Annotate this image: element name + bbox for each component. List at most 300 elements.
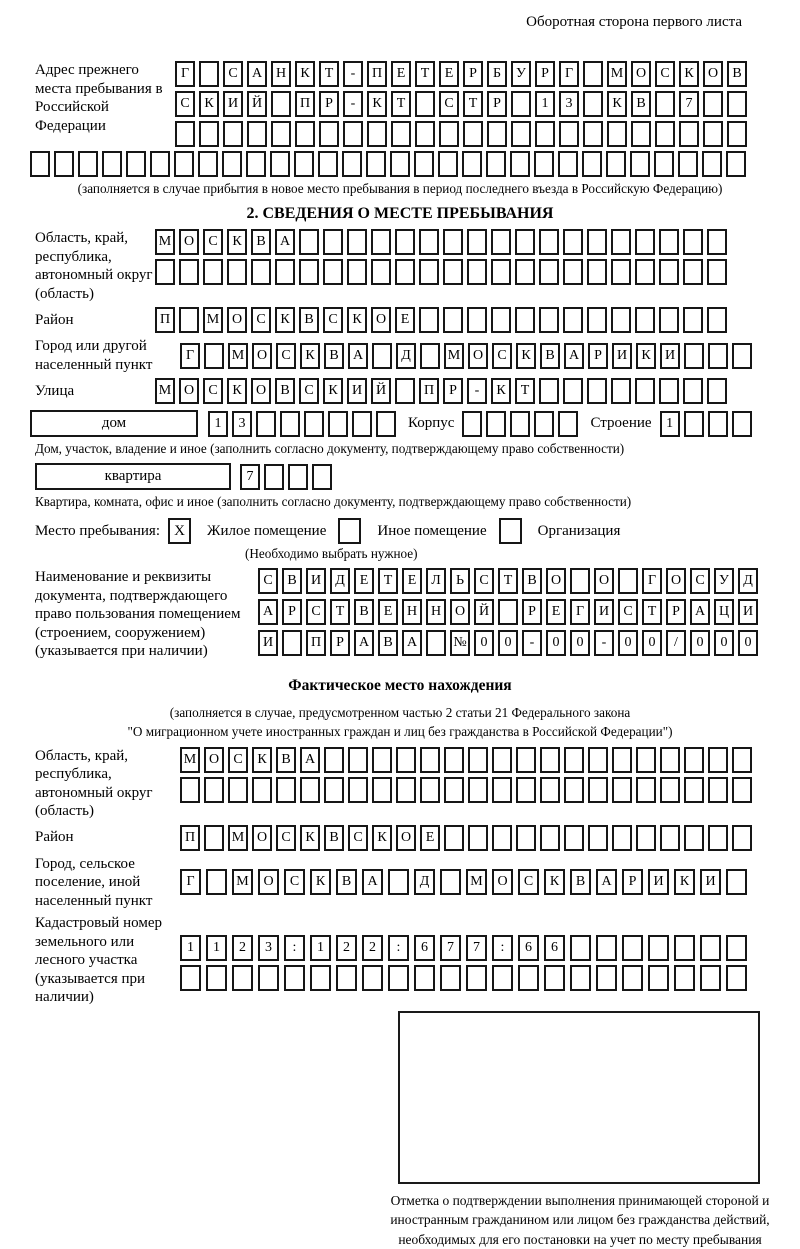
char-box[interactable] [304,411,324,437]
char-box[interactable] [563,307,583,333]
char-box[interactable] [684,825,704,851]
char-box[interactable] [707,378,727,404]
char-box[interactable] [415,121,435,147]
char-box[interactable]: Е [420,825,440,851]
char-box[interactable] [707,259,727,285]
char-box[interactable] [539,259,559,285]
char-box[interactable] [732,825,752,851]
char-box[interactable] [635,307,655,333]
char-box[interactable] [179,259,199,285]
char-box[interactable] [684,411,704,437]
char-box[interactable]: В [540,343,560,369]
char-box[interactable] [468,747,488,773]
char-box[interactable]: В [570,869,591,895]
char-box[interactable] [596,965,617,991]
char-box[interactable]: 1 [660,411,680,437]
char-box[interactable] [659,259,679,285]
char-box[interactable]: Т [642,599,662,625]
char-box[interactable]: К [607,91,627,117]
char-box[interactable]: М [444,343,464,369]
dom-box[interactable]: дом [30,410,198,437]
char-box[interactable] [660,747,680,773]
char-box[interactable] [558,411,578,437]
char-box[interactable] [396,747,416,773]
char-box[interactable] [678,151,698,177]
char-box[interactable] [420,343,440,369]
checkbox-organizaciya[interactable] [499,518,522,544]
char-box[interactable]: : [284,935,305,961]
char-box[interactable] [708,343,728,369]
char-box[interactable] [732,747,752,773]
char-box[interactable]: Г [570,599,590,625]
char-box[interactable] [700,935,721,961]
char-box[interactable] [727,121,747,147]
char-box[interactable] [462,151,482,177]
char-box[interactable] [295,121,315,147]
char-box[interactable] [515,229,535,255]
char-box[interactable] [558,151,578,177]
char-box[interactable]: 1 [310,935,331,961]
char-box[interactable]: В [336,869,357,895]
char-box[interactable]: 0 [618,630,638,656]
char-box[interactable] [102,151,122,177]
char-box[interactable] [516,747,536,773]
char-box[interactable]: 0 [546,630,566,656]
char-box[interactable] [559,121,579,147]
char-box[interactable] [486,411,506,437]
char-box[interactable] [366,151,386,177]
char-box[interactable]: 0 [738,630,758,656]
char-box[interactable] [328,411,348,437]
char-box[interactable]: С [203,378,223,404]
char-box[interactable]: С [223,61,243,87]
char-box[interactable]: О [179,229,199,255]
char-box[interactable]: К [227,229,247,255]
char-box[interactable]: О [492,869,513,895]
char-box[interactable] [635,259,655,285]
char-box[interactable] [372,343,392,369]
char-box[interactable] [588,747,608,773]
char-box[interactable]: С [492,343,512,369]
char-box[interactable]: 3 [258,935,279,961]
char-box[interactable]: С [228,747,248,773]
char-box[interactable] [391,121,411,147]
char-box[interactable] [256,411,276,437]
char-box[interactable]: Г [180,343,200,369]
char-box[interactable]: 1 [208,411,228,437]
char-box[interactable] [684,777,704,803]
char-box[interactable] [570,568,590,594]
char-box[interactable] [270,151,290,177]
char-box[interactable] [683,259,703,285]
char-box[interactable]: К [372,825,392,851]
char-box[interactable]: С [251,307,271,333]
char-box[interactable] [635,229,655,255]
char-box[interactable]: П [367,61,387,87]
char-box[interactable] [246,151,266,177]
char-box[interactable] [648,965,669,991]
char-box[interactable]: Е [378,599,398,625]
char-box[interactable]: Т [415,61,435,87]
char-box[interactable]: В [522,568,542,594]
char-box[interactable]: В [631,91,651,117]
char-box[interactable] [180,965,201,991]
char-box[interactable] [443,259,463,285]
char-box[interactable] [352,411,372,437]
char-box[interactable] [347,229,367,255]
char-box[interactable] [468,825,488,851]
char-box[interactable] [275,259,295,285]
char-box[interactable] [582,151,602,177]
char-box[interactable]: И [612,343,632,369]
char-box[interactable]: / [666,630,686,656]
char-box[interactable] [390,151,410,177]
char-box[interactable]: Т [498,568,518,594]
char-box[interactable]: Н [271,61,291,87]
char-box[interactable]: О [204,747,224,773]
char-box[interactable]: М [228,343,248,369]
char-box[interactable] [54,151,74,177]
char-box[interactable]: П [155,307,175,333]
char-box[interactable] [247,121,267,147]
char-box[interactable] [655,121,675,147]
char-box[interactable] [492,777,512,803]
char-box[interactable]: В [251,229,271,255]
char-box[interactable] [622,935,643,961]
char-box[interactable]: Т [378,568,398,594]
char-box[interactable] [683,229,703,255]
char-box[interactable] [294,151,314,177]
char-box[interactable]: Р [443,378,463,404]
char-box[interactable] [564,825,584,851]
char-box[interactable]: К [674,869,695,895]
char-box[interactable]: О [179,378,199,404]
char-box[interactable]: Р [535,61,555,87]
char-box[interactable]: А [275,229,295,255]
char-box[interactable] [654,151,674,177]
char-box[interactable] [444,777,464,803]
char-box[interactable] [419,307,439,333]
char-box[interactable]: Т [515,378,535,404]
char-box[interactable]: 0 [642,630,662,656]
char-box[interactable]: 0 [570,630,590,656]
char-box[interactable] [284,965,305,991]
char-box[interactable] [443,307,463,333]
char-box[interactable]: 2 [336,935,357,961]
char-box[interactable] [583,91,603,117]
char-box[interactable] [300,777,320,803]
char-box[interactable] [515,259,535,285]
char-box[interactable] [540,777,560,803]
char-box[interactable]: И [594,599,614,625]
char-box[interactable]: Р [622,869,643,895]
kvartira-box[interactable]: квартира [35,463,231,490]
char-box[interactable]: К [227,378,247,404]
char-box[interactable] [348,777,368,803]
char-box[interactable] [539,229,559,255]
char-box[interactable] [347,259,367,285]
char-box[interactable] [563,378,583,404]
char-box[interactable] [606,151,626,177]
char-box[interactable]: В [282,568,302,594]
char-box[interactable] [232,965,253,991]
char-box[interactable] [583,121,603,147]
char-box[interactable]: М [228,825,248,851]
char-box[interactable]: Р [463,61,483,87]
char-box[interactable] [175,121,195,147]
char-box[interactable]: Т [330,599,350,625]
char-box[interactable]: О [396,825,416,851]
char-box[interactable] [323,259,343,285]
char-box[interactable]: О [468,343,488,369]
char-box[interactable]: А [354,630,374,656]
char-box[interactable]: С [618,599,638,625]
char-box[interactable] [648,935,669,961]
char-box[interactable] [180,777,200,803]
char-box[interactable] [319,121,339,147]
char-box[interactable]: В [275,378,295,404]
char-box[interactable] [570,965,591,991]
char-box[interactable]: С [276,343,296,369]
char-box[interactable] [414,151,434,177]
char-box[interactable] [707,307,727,333]
char-box[interactable]: В [727,61,747,87]
char-box[interactable] [426,630,446,656]
char-box[interactable] [630,151,650,177]
char-box[interactable]: 7 [440,935,461,961]
char-box[interactable] [276,777,296,803]
char-box[interactable]: Г [642,568,662,594]
char-box[interactable] [534,151,554,177]
char-box[interactable]: Р [487,91,507,117]
char-box[interactable] [396,777,416,803]
char-box[interactable] [376,411,396,437]
char-box[interactable] [659,378,679,404]
char-box[interactable] [635,378,655,404]
char-box[interactable]: Ь [450,568,470,594]
char-box[interactable]: И [223,91,243,117]
char-box[interactable]: Р [319,91,339,117]
char-box[interactable] [515,307,535,333]
char-box[interactable]: 6 [414,935,435,961]
char-box[interactable] [204,777,224,803]
char-box[interactable] [206,965,227,991]
char-box[interactable] [660,825,680,851]
char-box[interactable]: К [347,307,367,333]
char-box[interactable]: К [544,869,565,895]
char-box[interactable]: 7 [466,935,487,961]
char-box[interactable] [126,151,146,177]
char-box[interactable] [467,229,487,255]
char-box[interactable] [367,121,387,147]
char-box[interactable] [622,965,643,991]
char-box[interactable]: О [703,61,723,87]
char-box[interactable] [510,411,530,437]
char-box[interactable] [372,747,392,773]
char-box[interactable] [419,259,439,285]
char-box[interactable]: М [155,378,175,404]
char-box[interactable] [563,229,583,255]
char-box[interactable] [486,151,506,177]
char-box[interactable] [518,965,539,991]
char-box[interactable]: В [299,307,319,333]
char-box[interactable]: Р [666,599,686,625]
char-box[interactable]: А [362,869,383,895]
char-box[interactable] [388,869,409,895]
char-box[interactable]: И [648,869,669,895]
char-box[interactable] [612,825,632,851]
char-box[interactable] [564,777,584,803]
char-box[interactable]: О [258,869,279,895]
char-box[interactable]: А [596,869,617,895]
char-box[interactable]: 0 [498,630,518,656]
char-box[interactable] [596,935,617,961]
char-box[interactable] [726,965,747,991]
char-box[interactable]: О [251,378,271,404]
char-box[interactable] [150,151,170,177]
char-box[interactable]: В [324,343,344,369]
char-box[interactable] [492,747,512,773]
char-box[interactable]: А [564,343,584,369]
char-box[interactable] [655,91,675,117]
char-box[interactable]: С [276,825,296,851]
char-box[interactable] [587,229,607,255]
char-box[interactable]: 3 [232,411,252,437]
char-box[interactable] [318,151,338,177]
char-box[interactable]: 1 [180,935,201,961]
char-box[interactable] [223,121,243,147]
char-box[interactable] [674,935,695,961]
char-box[interactable]: Л [426,568,446,594]
char-box[interactable] [492,825,512,851]
char-box[interactable]: К [199,91,219,117]
char-box[interactable]: Е [354,568,374,594]
char-box[interactable]: Т [463,91,483,117]
char-box[interactable]: И [306,568,326,594]
char-box[interactable]: Й [247,91,267,117]
char-box[interactable]: - [467,378,487,404]
char-box[interactable]: Е [391,61,411,87]
char-box[interactable] [544,965,565,991]
char-box[interactable] [444,747,464,773]
char-box[interactable]: И [660,343,680,369]
char-box[interactable] [462,411,482,437]
char-box[interactable]: - [522,630,542,656]
char-box[interactable]: Т [391,91,411,117]
char-box[interactable] [611,259,631,285]
char-box[interactable] [419,229,439,255]
char-box[interactable] [491,229,511,255]
char-box[interactable] [299,259,319,285]
char-box[interactable]: 3 [559,91,579,117]
char-box[interactable] [280,411,300,437]
char-box[interactable] [587,307,607,333]
char-box[interactable]: Р [330,630,350,656]
char-box[interactable]: А [258,599,278,625]
char-box[interactable] [342,151,362,177]
char-box[interactable]: У [511,61,531,87]
char-box[interactable]: - [343,91,363,117]
char-box[interactable]: М [180,747,200,773]
char-box[interactable] [660,777,680,803]
char-box[interactable]: Р [588,343,608,369]
char-box[interactable]: М [232,869,253,895]
char-box[interactable] [491,307,511,333]
char-box[interactable] [271,121,291,147]
char-box[interactable] [468,777,488,803]
char-box[interactable]: Г [559,61,579,87]
char-box[interactable]: 2 [362,935,383,961]
char-box[interactable] [30,151,50,177]
char-box[interactable]: В [354,599,374,625]
char-box[interactable]: О [252,825,272,851]
char-box[interactable] [498,599,518,625]
char-box[interactable] [78,151,98,177]
char-box[interactable]: С [655,61,675,87]
char-box[interactable] [636,777,656,803]
char-box[interactable] [684,747,704,773]
char-box[interactable] [491,259,511,285]
char-box[interactable]: М [466,869,487,895]
char-box[interactable]: И [347,378,367,404]
char-box[interactable]: К [300,825,320,851]
char-box[interactable]: - [594,630,614,656]
char-box[interactable] [324,777,344,803]
char-box[interactable]: А [402,630,422,656]
char-box[interactable]: О [546,568,566,594]
char-box[interactable]: 7 [679,91,699,117]
char-box[interactable] [659,307,679,333]
char-box[interactable]: А [247,61,267,87]
char-box[interactable]: И [700,869,721,895]
char-box[interactable] [420,777,440,803]
char-box[interactable] [703,91,723,117]
char-box[interactable] [467,307,487,333]
char-box[interactable]: 6 [518,935,539,961]
char-box[interactable]: К [679,61,699,87]
char-box[interactable]: Н [426,599,446,625]
char-box[interactable]: К [300,343,320,369]
char-box[interactable] [336,965,357,991]
char-box[interactable] [395,259,415,285]
char-box[interactable]: Р [282,599,302,625]
char-box[interactable]: Д [330,568,350,594]
char-box[interactable]: 0 [474,630,494,656]
char-box[interactable] [414,965,435,991]
char-box[interactable]: Г [175,61,195,87]
char-box[interactable]: С [306,599,326,625]
char-box[interactable] [466,965,487,991]
char-box[interactable] [611,229,631,255]
char-box[interactable] [726,151,746,177]
char-box[interactable] [198,151,218,177]
char-box[interactable] [674,965,695,991]
char-box[interactable] [612,777,632,803]
char-box[interactable] [174,151,194,177]
char-box[interactable]: П [306,630,326,656]
char-box[interactable] [700,965,721,991]
char-box[interactable]: С [348,825,368,851]
char-box[interactable] [348,747,368,773]
char-box[interactable]: Й [371,378,391,404]
char-box[interactable]: О [227,307,247,333]
char-box[interactable]: М [155,229,175,255]
char-box[interactable]: В [276,747,296,773]
char-box[interactable] [726,935,747,961]
char-box[interactable]: К [295,61,315,87]
char-box[interactable] [631,121,651,147]
char-box[interactable] [179,307,199,333]
